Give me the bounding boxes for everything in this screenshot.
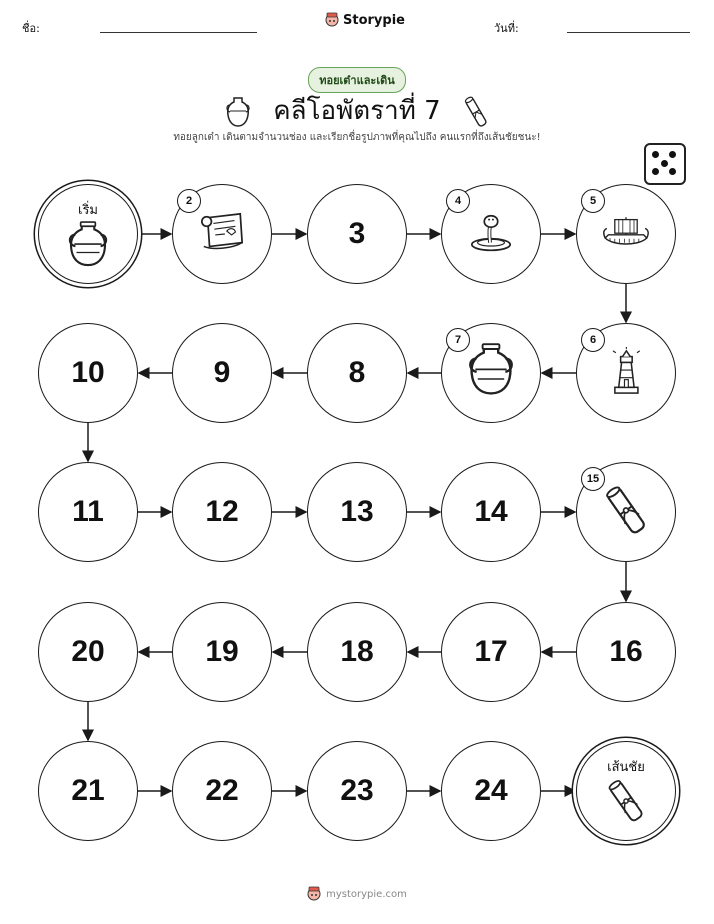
space-number: 13 — [340, 495, 374, 528]
amphora-icon — [67, 221, 109, 273]
papyrus-scroll-icon — [198, 210, 246, 257]
space-number-badge: 4 — [446, 189, 470, 213]
board-space-12 — [172, 462, 272, 562]
rolled-scroll-icon — [602, 484, 650, 541]
egyptian-ship-icon — [602, 214, 650, 254]
board-space-8 — [307, 323, 407, 423]
title-text: คลีโอพัตราที่ 7 — [273, 96, 441, 126]
lighthouse-icon — [612, 347, 641, 399]
footer-url[interactable]: mystorypie.com — [326, 888, 407, 900]
board-space-18 — [307, 602, 407, 702]
space-number: 24 — [474, 774, 508, 807]
game-type-tag: ทอยเต๋าและเดิน — [308, 67, 406, 93]
board-space-19 — [172, 602, 272, 702]
board-space-20 — [38, 602, 138, 702]
board-space-13 — [307, 462, 407, 562]
space-number: 12 — [205, 495, 239, 528]
space-number: 22 — [205, 774, 239, 807]
board-space-15 — [576, 462, 676, 562]
board-space-22 — [172, 741, 272, 841]
board-space-5 — [576, 184, 676, 284]
space-number-badge: 2 — [177, 189, 201, 213]
instructions: ทอยลูกเต๋า เดินตามจำนวนช่อง และเรียกชื่อรูปภาพที่คุณไปถึง คนแรกที่ถึงเส้นชัยชนะ! — [173, 132, 541, 143]
space-number: 23 — [340, 774, 374, 807]
space-number-badge: 15 — [581, 467, 605, 491]
board-space-23 — [307, 741, 407, 841]
space-number: 9 — [213, 356, 231, 389]
start-label: เริ่ม — [78, 203, 98, 218]
board-space-3 — [307, 184, 407, 284]
space-number: 14 — [474, 495, 508, 528]
amphora-icon — [467, 343, 515, 402]
space-number-badge: 6 — [581, 328, 605, 352]
space-number: 21 — [71, 774, 105, 807]
finish-space — [576, 741, 676, 841]
date-label: วันที่: — [494, 22, 519, 35]
board-space-11 — [38, 462, 138, 562]
board-space-14 — [441, 462, 541, 562]
brand-name: Storypie — [343, 12, 405, 28]
space-number: 20 — [71, 635, 105, 668]
space-number-badge: 5 — [581, 189, 605, 213]
board-space-21 — [38, 741, 138, 841]
space-number: 19 — [205, 635, 239, 668]
board-space-10 — [38, 323, 138, 423]
space-number: 10 — [71, 356, 105, 389]
board-space-6 — [576, 323, 676, 423]
footer — [0, 886, 714, 902]
space-number-badge: 7 — [446, 328, 470, 352]
space-number: 11 — [72, 495, 104, 528]
board-space-16 — [576, 602, 676, 702]
finish-label: เส้นชัย — [607, 760, 645, 775]
space-number: 18 — [340, 635, 374, 668]
space-number: 16 — [609, 635, 643, 668]
space-number: 8 — [348, 356, 366, 389]
board-space-17 — [441, 602, 541, 702]
board-space-4 — [441, 184, 541, 284]
start-space — [38, 184, 138, 284]
board-space-7 — [441, 323, 541, 423]
board-space-24 — [441, 741, 541, 841]
name-label: ชื่อ: — [22, 22, 40, 35]
storypie-mascot-icon — [307, 886, 321, 902]
board-space-9 — [172, 323, 272, 423]
space-number: 17 — [474, 635, 508, 668]
cobra-icon — [467, 210, 515, 257]
rolled-scroll-icon — [605, 778, 647, 828]
board-space-2 — [172, 184, 272, 284]
space-number: 3 — [348, 217, 366, 250]
